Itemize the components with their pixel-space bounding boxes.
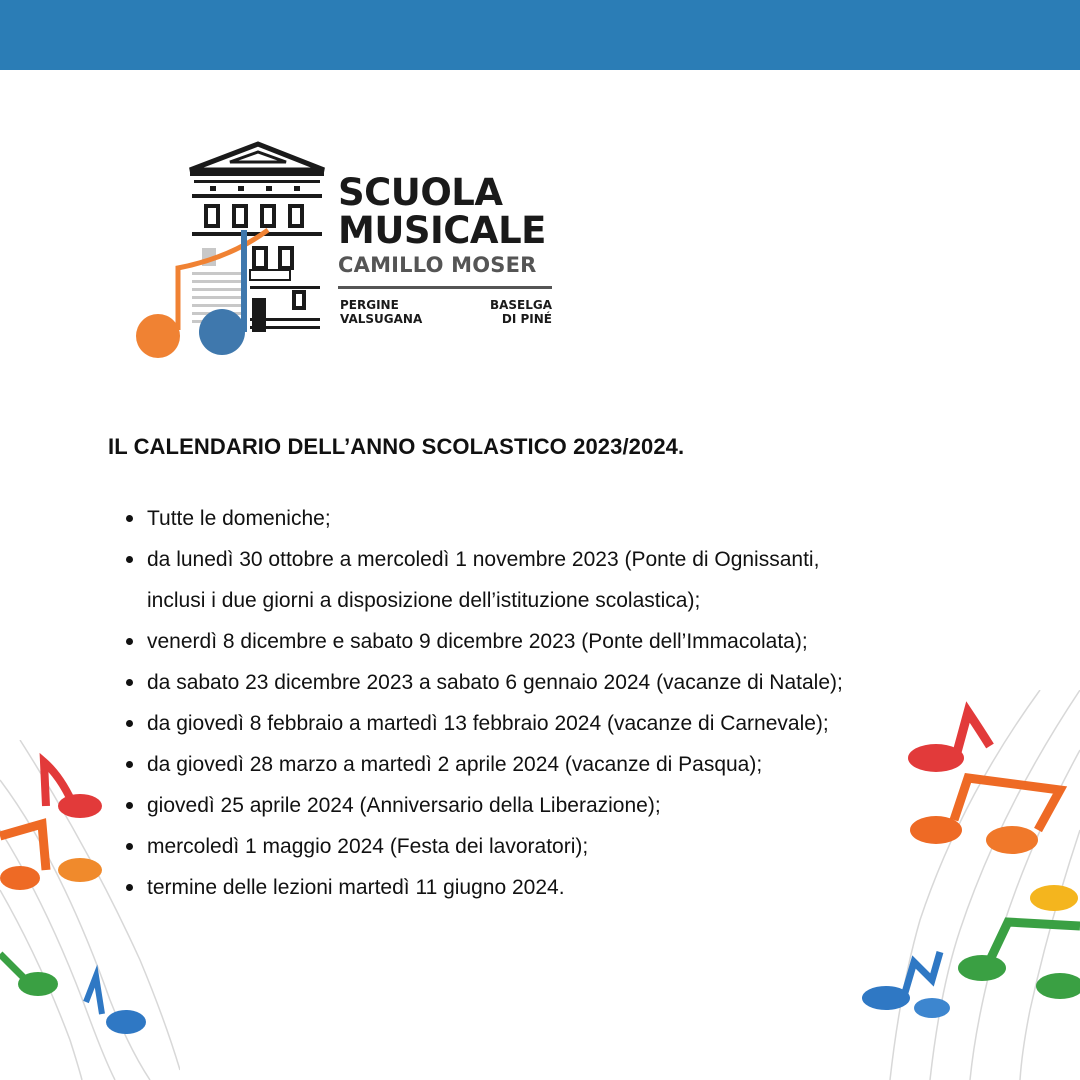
list-item-text: termine delle lezioni martedì 11 giugno 2024. — [147, 876, 565, 899]
location-pergine — [340, 298, 422, 326]
list-item-text: Tutte le domeniche; — [147, 507, 331, 530]
holiday-list — [120, 498, 950, 908]
building-with-music-notes-icon — [130, 140, 330, 365]
list-item — [120, 703, 950, 744]
bullet-icon — [126, 638, 133, 645]
list-item-text: mercoledì 1 maggio 2024 (Festa dei lavoratori); — [147, 835, 589, 858]
list-item — [120, 744, 950, 785]
bullet-icon — [126, 761, 133, 768]
location-left-line1: PERGINE — [340, 298, 399, 312]
list-item — [120, 498, 950, 539]
bullet-icon — [126, 556, 133, 563]
logo-locations — [338, 298, 552, 330]
bullet-icon — [126, 679, 133, 686]
list-item — [120, 826, 950, 867]
list-item-text: giovedì 25 aprile 2024 (Anniversario della Liberazione); — [147, 794, 661, 817]
list-item — [120, 662, 950, 703]
location-right-line1: BASELGA — [489, 298, 552, 312]
list-item — [120, 539, 950, 621]
list-item-text: venerdì 8 dicembre e sabato 9 dicembre 2023 (Ponte dell’Immacolata); — [147, 630, 808, 653]
bullet-icon — [126, 843, 133, 850]
list-item-text: da sabato 23 dicembre 2023 a sabato 6 gennaio 2024 (vacanze di Natale); — [147, 671, 843, 694]
bullet-icon — [126, 515, 133, 522]
top-banner — [0, 0, 1080, 70]
list-item-text: da giovedì 8 febbraio a martedì 13 febbraio 2024 (vacanze di Carnevale); — [147, 712, 829, 735]
bullet-icon — [126, 884, 133, 891]
logo-divider — [338, 286, 552, 289]
list-item-text-continued: inclusi i due giorni a disposizione dell’istituzione scolastica); — [147, 589, 701, 612]
location-right-line2: DI PINÉ — [501, 312, 552, 326]
calendar-heading: IL CALENDARIO DELL’ANNO SCOLASTICO 2023/2024. — [108, 434, 685, 459]
school-logo — [130, 140, 570, 370]
list-item-text: da giovedì 28 marzo a martedì 2 aprile 2024 (vacanze di Pasqua); — [147, 753, 763, 776]
list-item-text: da lunedì 30 ottobre a mercoledì 1 novembre 2023 (Ponte di Ognissanti, — [147, 548, 820, 571]
list-item — [120, 621, 950, 662]
location-baselga — [490, 298, 552, 326]
list-item — [120, 785, 950, 826]
list-item — [120, 867, 950, 908]
logo-title-line1: SCUOLA — [338, 171, 503, 214]
logo-wordmark — [338, 171, 558, 330]
bullet-icon — [126, 802, 133, 809]
bullet-icon — [126, 720, 133, 727]
location-left-line2: VALSUGANA — [340, 312, 423, 326]
logo-title-line2: MUSICALE — [338, 209, 546, 252]
logo-subtitle: CAMILLO MOSER — [338, 253, 537, 277]
